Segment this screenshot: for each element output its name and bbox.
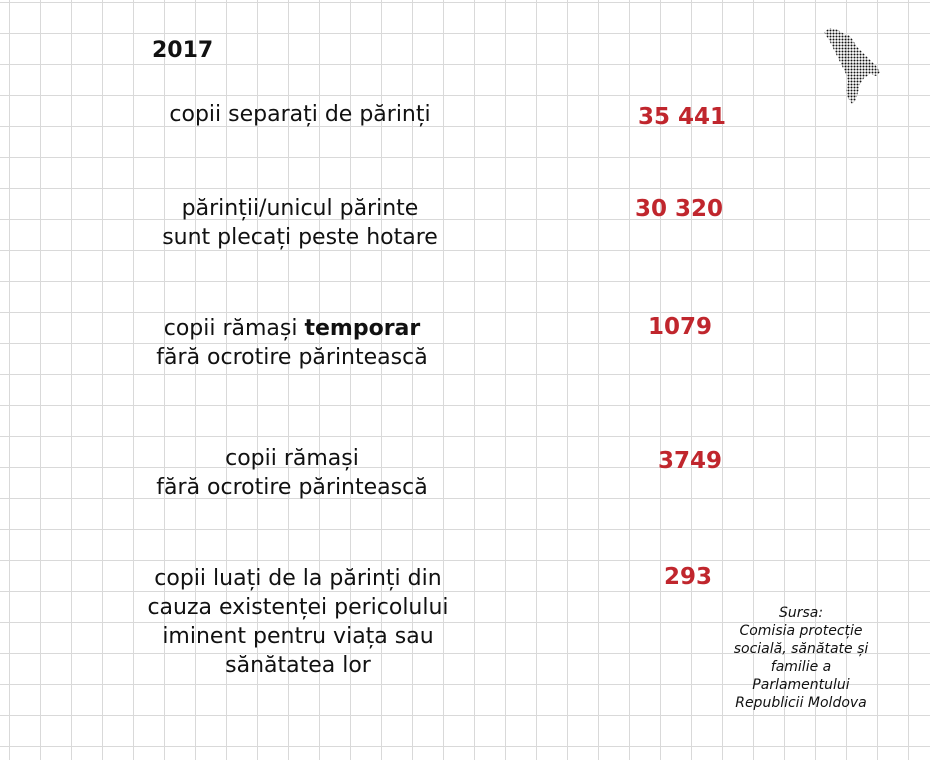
row-label-line: copii separați de părinți bbox=[169, 102, 431, 127]
row-value-separated-children: 35 441 bbox=[638, 104, 727, 130]
row-label-line: fără ocrotire părintească bbox=[156, 345, 428, 370]
source-line: Comisia protecție bbox=[739, 623, 863, 639]
row-label-parents-abroad bbox=[100, 194, 500, 252]
row-value-taken-from-parents: 293 bbox=[664, 564, 713, 590]
row-label-line: copii rămași bbox=[225, 446, 359, 471]
row-label-line: sunt plecați peste hotare bbox=[162, 225, 438, 250]
row-label-emphasis: temporar bbox=[304, 316, 421, 341]
row-label-line: fără ocrotire părintească bbox=[156, 475, 428, 500]
row-value-no-parental-care: 3749 bbox=[658, 448, 723, 474]
row-value-parents-abroad: 30 320 bbox=[635, 196, 724, 222]
row-label-taken-from-parents bbox=[98, 564, 498, 680]
row-label-line: părinții/unicul părinte bbox=[181, 196, 419, 221]
row-label-line bbox=[92, 314, 492, 343]
row-label-line: sănătatea lor bbox=[225, 653, 371, 678]
row-label-text: copii rămași bbox=[163, 316, 305, 341]
source-note bbox=[706, 604, 896, 712]
source-line: Republicii Moldova bbox=[735, 695, 867, 711]
moldova-map-icon bbox=[820, 26, 882, 106]
row-label-separated-children bbox=[100, 100, 500, 129]
row-label-no-parental-care bbox=[92, 444, 492, 502]
row-label-line: iminent pentru viața sau bbox=[162, 624, 434, 649]
row-label-line: copii luați de la părinți din bbox=[154, 566, 442, 591]
source-line: familie a bbox=[770, 659, 832, 675]
year-heading: 2017 bbox=[152, 38, 214, 63]
row-label-line: cauza existenței pericolului bbox=[147, 595, 449, 620]
source-line: Sursa: bbox=[778, 605, 824, 621]
row-label-temporary-no-care bbox=[92, 314, 492, 372]
source-line: socială, sănătate și bbox=[733, 641, 869, 657]
source-line: Parlamentului bbox=[752, 677, 850, 693]
row-value-temporary-no-care: 1079 bbox=[648, 314, 713, 340]
